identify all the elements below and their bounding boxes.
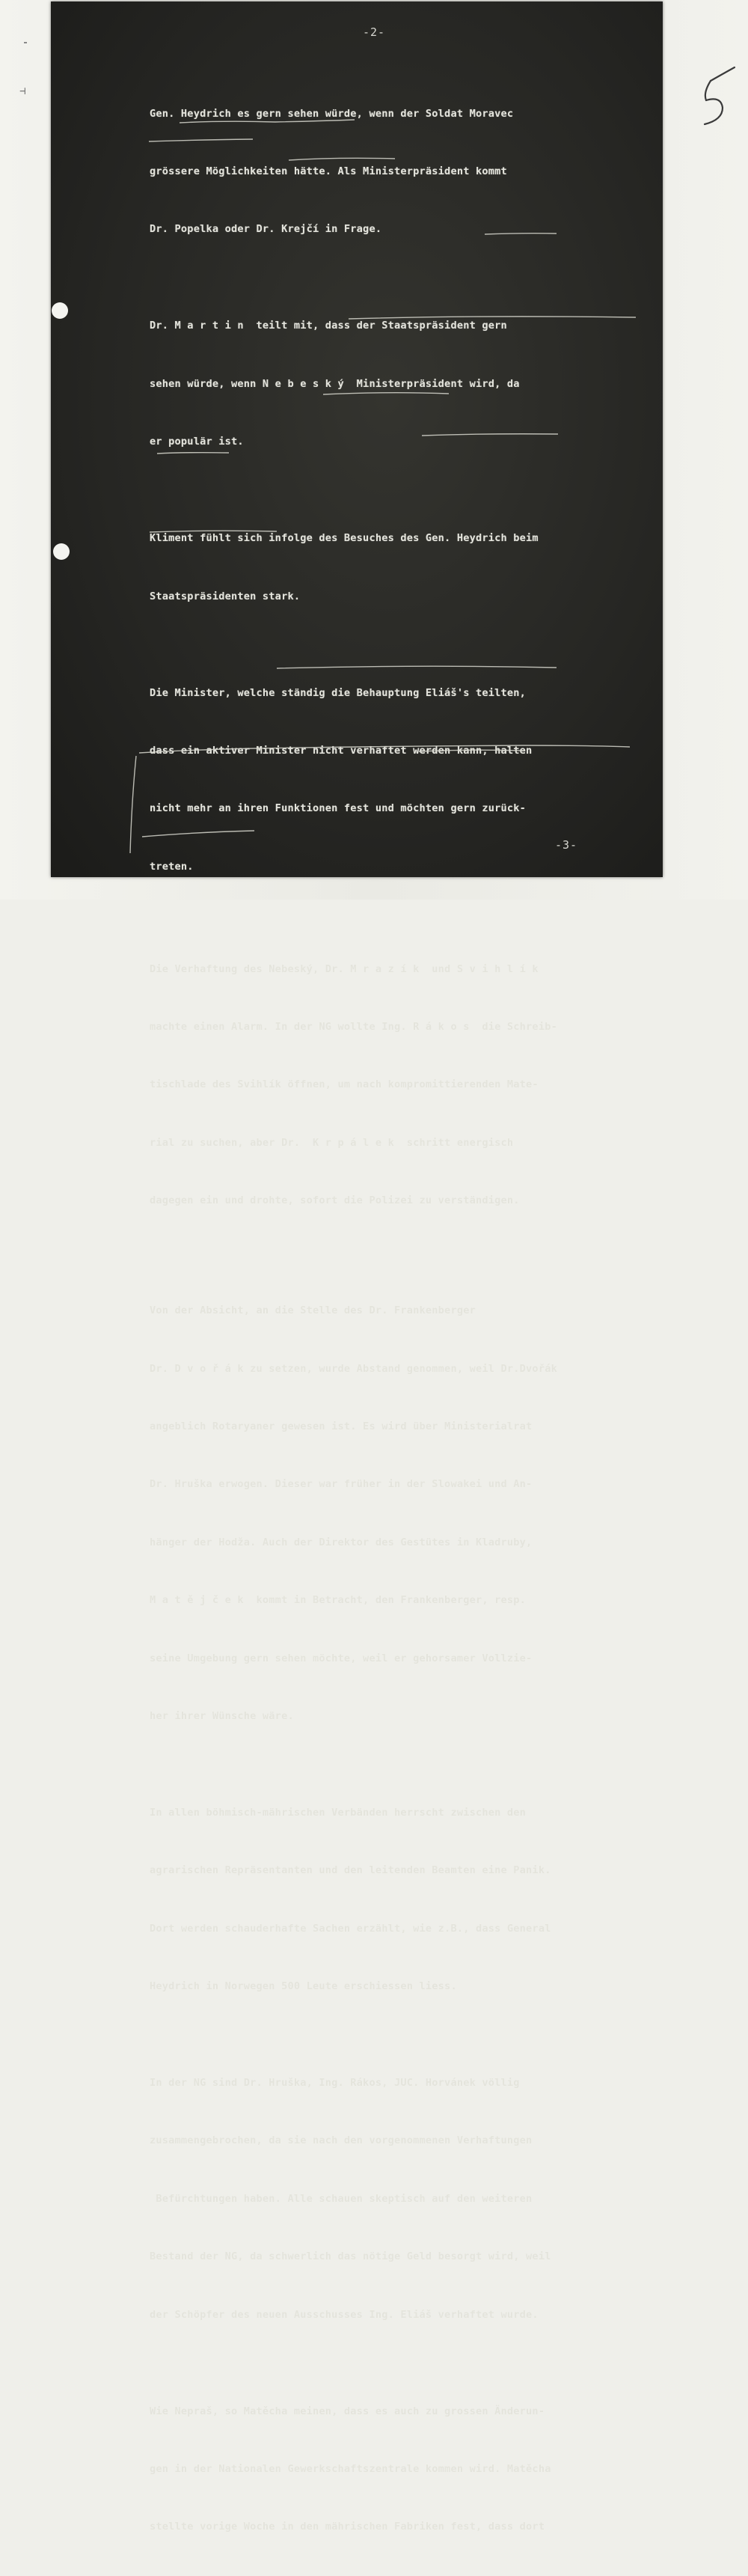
- text-line: rial zu suchen, aber Dr. K r p á l e k schritt energisch: [150, 1136, 514, 1149]
- text-line: In der NG sind Dr. Hruška, Ing. Rákos, JUC. Horvánek völlig: [150, 2077, 520, 2090]
- text-line: gen in der Nationalen Gewerkschaftszentrale kommen wird. Matěcha: [150, 2463, 551, 2476]
- bracket-stroke: [130, 756, 136, 853]
- bracket-stroke: [139, 745, 630, 753]
- underline-stroke: [150, 531, 277, 532]
- text-line: Bestand der NG, da schwerlich das nötige Geld besorgt wird, weil: [150, 2250, 551, 2263]
- text-line: Dort werden schauderhafte Sachen erzählt, wie z.B., dass General: [150, 1922, 551, 1935]
- underline-stroke: [422, 434, 558, 436]
- text-line: Wie Nepraš, so Matěcha meinen, dass es auch zu grossen Änderun-: [150, 2405, 545, 2417]
- page-number-top: -2-: [362, 25, 386, 39]
- text-line: Die Verhaftung des Nebeský, Dr. M r a z í k und S v i h l í k: [150, 962, 539, 975]
- text-line: der Schöpfer des neuen Ausschusses Ing. Eliáš verhaftet wurde.: [150, 2308, 539, 2321]
- text-line: grössere Möglichkeiten hätte. Als Ministerpräsident kommt: [150, 165, 507, 177]
- text-line: er populär ist.: [150, 436, 244, 448]
- underline-stroke: [180, 120, 355, 123]
- paragraph: [150, 1263, 658, 1765]
- text-line: Gen. Heydrich es gern sehen würde, wenn der Soldat Moravec: [150, 107, 514, 120]
- text-line: Von der Absicht, an die Stelle des Dr. Frankenberger: [150, 1304, 476, 1317]
- paragraph: [150, 921, 658, 1250]
- text-line: M a t ě j č e k kommt in Betracht, den Frankenberger, resp.: [150, 1594, 527, 1607]
- underline-stroke: [149, 139, 253, 141]
- text-line: sehen würde, wenn N e b e s k ý Ministerpräsident wird, da: [150, 377, 520, 390]
- text-line: agrarischen Repräsentanten und den leitenden Beamten eine Panik.: [150, 1864, 551, 1877]
- pencil-annotations: [0, 0, 748, 900]
- text-line: angeblich Rotaryaner gewesen ist. Es wird über Ministerialrat: [150, 1420, 533, 1432]
- text-line: dass ein aktiver Minister nicht verhaftet werden kann, halten: [150, 744, 533, 757]
- text-line: Dr. Hruška erwogen. Dieser war früher in der Slowakei und An-: [150, 1478, 533, 1491]
- text-line: nicht mehr an ihren Funktionen fest und möchten gern zurück-: [150, 802, 527, 815]
- text-line: machte einen Alarm. In der NG wollte Ing. R á k o s die Schreib-: [150, 1021, 557, 1034]
- text-line: Staatspräsidenten stark.: [150, 590, 301, 602]
- bracket-stroke: [142, 831, 254, 837]
- pencil-mark-left: ⊣: [19, 85, 26, 97]
- underline-stroke: [419, 750, 524, 751]
- text-line: seine Umgebung gern sehen möchte, weil er gehorsamer Vollzie-: [150, 1652, 533, 1664]
- text-line: dagegen ein und drohte, sofort die Polizei zu verständigen.: [150, 1194, 520, 1207]
- underline-stroke: [323, 393, 449, 394]
- text-line: Dr. M a r t i n teilt mit, dass der Staatspräsident gern: [150, 320, 507, 332]
- underline-stroke: [349, 317, 636, 319]
- underline-stroke: [277, 666, 557, 668]
- paragraph: [150, 1765, 658, 2035]
- page-number-bottom: -3-: [555, 838, 578, 852]
- text-line: Befürchtungen haben. Alle schauen skeptisch auf den weiteren: [150, 2192, 533, 2205]
- text-line: Dr. Popelka oder Dr. Krejčí in Frage.: [150, 223, 382, 236]
- handwritten-page-mark-five: [696, 63, 741, 130]
- text-line: Dr. D v o ř á k zu setzen, wurde Abstand genommen, weil Dr.Dvořák: [150, 1362, 557, 1375]
- underline-stroke: [157, 453, 229, 454]
- text-line: tischlade des Svihlík öffnen, um nach kompromittierenden Mate-: [150, 1078, 539, 1091]
- text-line: hänger der Hodža. Auch der Direktor des Gestütes in Kladruby,: [150, 1536, 533, 1548]
- text-line: treten.: [150, 860, 194, 873]
- text-line: zusammengebrochen, da sie nach den vorgenommenen Verhaftungen: [150, 2134, 533, 2147]
- text-line: her ihrer Wünsche wäre.: [150, 1709, 294, 1722]
- text-line: stellte vorige Woche in den mährischen Fabriken fest, dass dort: [150, 2521, 545, 2533]
- text-line: In allen böhmisch-mährischen Verbänden herrscht zwischen den: [150, 1806, 527, 1819]
- paragraph: [150, 2363, 658, 2576]
- text-line: Heydrich in Norwegen 500 Leute erschiessen liess.: [150, 1980, 457, 1993]
- text-line: Die Minister, welche ständig die Behauptung Eliáš's teilten,: [150, 686, 527, 699]
- paragraph: [150, 2035, 658, 2363]
- underline-stroke: [289, 158, 395, 160]
- text-line: Kliment fühlt sich infolge des Besuches des Gen. Heydrich beim: [150, 532, 539, 545]
